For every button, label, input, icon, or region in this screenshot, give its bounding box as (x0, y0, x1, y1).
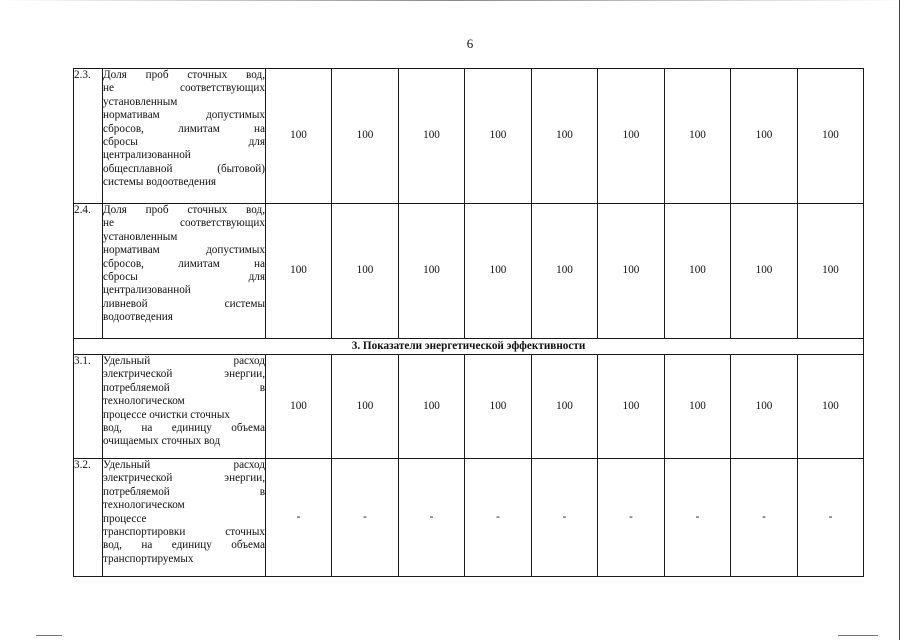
value-cell: 100 (532, 69, 598, 204)
row-number: 3.2. (74, 459, 103, 577)
description-line: вод, на единицу объема (103, 422, 265, 435)
description-line: технологическом (103, 395, 185, 408)
value-cell: - (798, 459, 864, 577)
value-cell: 100 (665, 69, 731, 204)
value-cell: 100 (465, 204, 532, 339)
value-cell: 100 (399, 204, 465, 339)
description-line: Доля проб сточных вод, (103, 69, 265, 81)
description-line: сбросы для (103, 136, 265, 149)
scan-edge-right (899, 0, 900, 640)
value-cell: 100 (266, 204, 332, 339)
value-cell: 100 (731, 69, 798, 204)
description-line: сбросы для (103, 271, 265, 284)
description-line: централизованной (103, 284, 191, 297)
description-line: Удельный расход (103, 459, 265, 471)
value-cell: 100 (731, 355, 798, 459)
value-cell: 100 (598, 355, 665, 459)
value-cell: 100 (399, 355, 465, 459)
value-cell: 100 (665, 355, 731, 459)
value-cell: - (465, 459, 532, 577)
description-line: процессе (103, 512, 147, 525)
description-line: не соответствующих (103, 82, 265, 95)
description-line: транспортируемых (103, 552, 194, 565)
value-cell: 100 (598, 69, 665, 204)
scan-edge-mark (36, 635, 62, 636)
page-number: 6 (466, 36, 474, 51)
description-line: процессе очистки сточных (103, 408, 230, 421)
description-line: Доля проб сточных вод, (103, 204, 265, 216)
description-line: централизованной (103, 149, 191, 162)
indicators-table (73, 68, 864, 577)
value-cell: 100 (465, 355, 532, 459)
description-line: нормативам допустимых (103, 109, 265, 122)
description-line: технологическом (103, 499, 185, 512)
value-cell: - (731, 459, 798, 577)
table-body (74, 69, 864, 577)
value-cell: 100 (399, 69, 465, 204)
description-line: установленным (103, 230, 178, 243)
value-cell: 100 (798, 204, 864, 339)
section-title: 3. Показатели энергетической эффективности (74, 339, 864, 355)
value-cell: - (665, 459, 731, 577)
description-line: потребляемой в (103, 381, 265, 394)
row-number: 3.1. (74, 355, 103, 459)
scan-edge-mark (838, 635, 878, 636)
description-line: системы водоотведения (103, 176, 217, 189)
value-cell: 100 (532, 355, 598, 459)
description-line: нормативам допустимых (103, 244, 265, 257)
value-cell: 100 (798, 69, 864, 204)
value-cell: - (266, 459, 332, 577)
value-cell: 100 (332, 69, 399, 204)
indicator-description (103, 355, 266, 459)
description-line: потребляемой в (103, 485, 265, 498)
description-line: не соответствующих (103, 217, 265, 230)
description-line: общесплавной (бытовой) (103, 162, 265, 175)
value-cell: 100 (532, 204, 598, 339)
value-cell: 100 (598, 204, 665, 339)
description-line: сбросов, лимитам на (103, 122, 265, 135)
description-line: ливневой системы (103, 297, 265, 310)
scan-edge-top (0, 0, 905, 1)
value-cell: - (532, 459, 598, 577)
indicator-description (103, 204, 266, 339)
description-line: транспортировки сточных (103, 526, 265, 539)
description-line: Удельный расход (103, 355, 265, 367)
description-line: электрической энергии, (103, 472, 265, 485)
value-cell: 100 (731, 204, 798, 339)
table-row (74, 69, 864, 204)
value-cell: 100 (332, 355, 399, 459)
description-line: сбросов, лимитам на (103, 257, 265, 270)
description-line: установленным (103, 95, 178, 108)
section-row (74, 339, 864, 355)
table-row (74, 204, 864, 339)
value-cell: - (399, 459, 465, 577)
value-cell: - (332, 459, 399, 577)
table-row (74, 355, 864, 459)
indicator-description (103, 459, 266, 577)
value-cell: 100 (266, 355, 332, 459)
indicator-description (103, 69, 266, 204)
value-cell: 100 (665, 204, 731, 339)
description-line: электрической энергии, (103, 368, 265, 381)
description-line: водоотведения (103, 311, 173, 324)
value-cell: 100 (266, 69, 332, 204)
table-row (74, 459, 864, 577)
row-number: 2.3. (74, 69, 103, 204)
value-cell: - (598, 459, 665, 577)
value-cell: 100 (798, 355, 864, 459)
value-cell: 100 (465, 69, 532, 204)
row-number: 2.4. (74, 204, 103, 339)
description-line: очищаемых сточных вод (103, 435, 221, 448)
description-line: вод, на единицу объема (103, 539, 265, 552)
value-cell: 100 (332, 204, 399, 339)
